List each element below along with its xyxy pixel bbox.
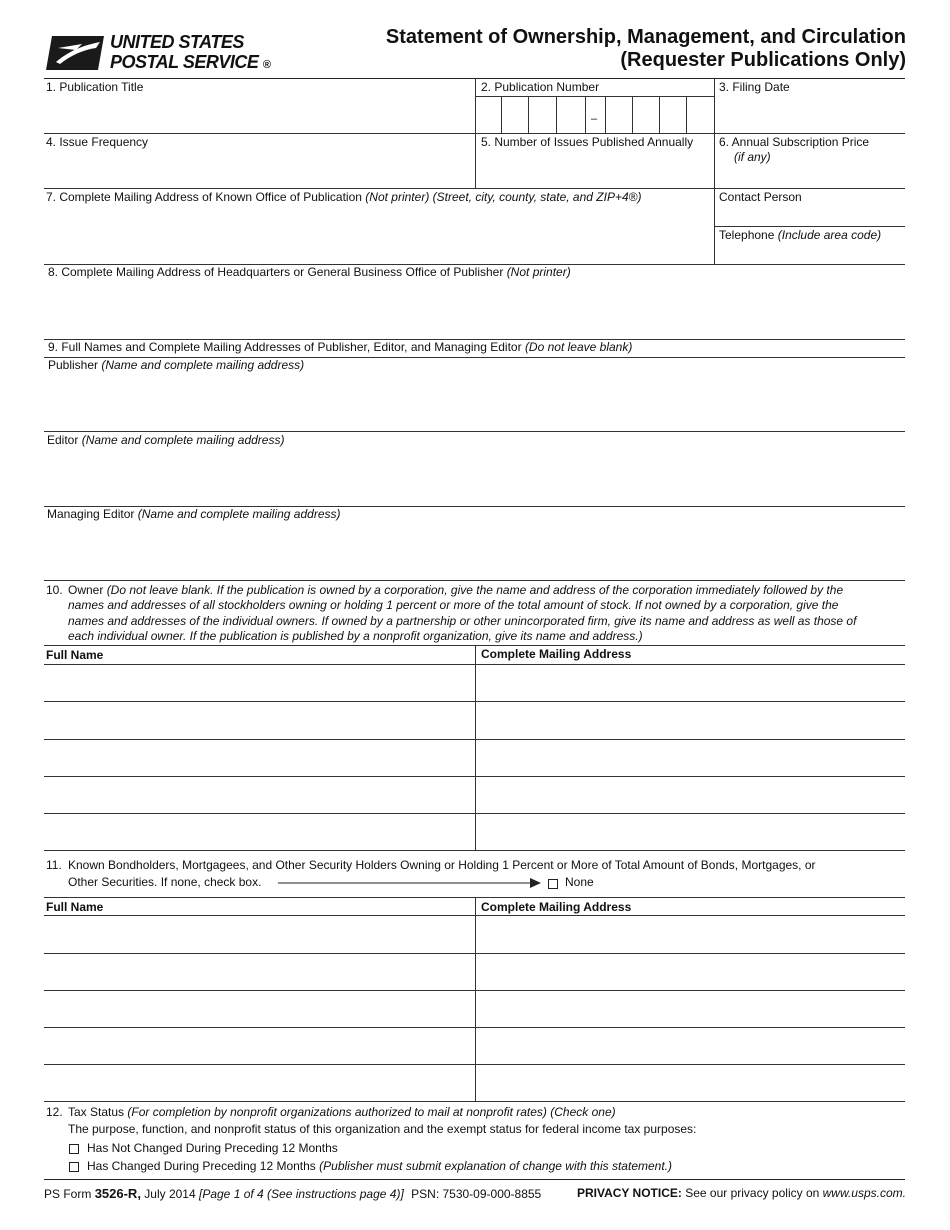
- section-12-number: 12.: [46, 1105, 63, 1119]
- holder-col-name: Full Name: [46, 900, 104, 914]
- usps-eagle-logo-icon: [46, 34, 106, 72]
- divider: [659, 96, 660, 133]
- divider: [528, 96, 529, 133]
- divider: [44, 133, 905, 134]
- divider: [714, 78, 715, 265]
- owner-row-line: [44, 739, 905, 740]
- publisher-label: [48, 358, 304, 373]
- tax-changed-checkbox[interactable]: [69, 1162, 79, 1172]
- telephone-note: (Include area code): [777, 228, 882, 242]
- divider: [475, 96, 714, 97]
- divider: [44, 915, 905, 916]
- owner-row-line: [44, 850, 905, 851]
- field-7-note: (Not printer) (Street, city, county, state, and ZIP+4®): [365, 190, 642, 204]
- none-label: None: [565, 875, 594, 889]
- tax-changed-label: [87, 1159, 672, 1174]
- owner-row-line: [44, 701, 905, 702]
- owner-row-line: [44, 813, 905, 814]
- holder-row-line: [44, 953, 905, 954]
- holder-row-line: [44, 1064, 905, 1065]
- field-3-label: 3. Filing Date: [719, 80, 790, 94]
- section-11-number: 11.: [46, 858, 62, 872]
- tax-not-changed-label: Has Not Changed During Preceding 12 Months: [87, 1141, 338, 1155]
- holder-row-line: [44, 1101, 905, 1102]
- form-number: 3526-R,: [94, 1186, 141, 1201]
- divider: [44, 580, 905, 581]
- field-2-label: 2. Publication Number: [481, 80, 600, 94]
- field-9-text: 9. Full Names and Complete Mailing Addresses of Publisher, Editor, and Managing Editor: [48, 340, 522, 354]
- tax-changed-text: Has Changed During Preceding 12 Months: [87, 1159, 316, 1173]
- divider: [686, 96, 687, 133]
- holder-row-line: [44, 1027, 905, 1028]
- divider: [632, 96, 633, 133]
- arrow-right-icon: [278, 877, 542, 889]
- section-11-line1: Known Bondholders, Mortgagees, and Other Security Holders Owning or Holding 1 Percent or More of Total Amount of Bonds, Mortgages, or: [68, 858, 816, 872]
- field-6-label: 6. Annual Subscription Price: [719, 135, 870, 149]
- registered-mark: ®: [262, 59, 271, 71]
- page-info: [Page 1 of 4 (See instructions page 4)]: [199, 1187, 404, 1201]
- field-8-note: (Not printer): [506, 265, 571, 279]
- editor-label: [47, 433, 284, 448]
- field-8-text: 8. Complete Mailing Address of Headquarters or General Business Office of Publisher: [48, 265, 504, 279]
- contact-person-label: Contact Person: [719, 190, 802, 204]
- form-footer-left: [44, 1186, 541, 1201]
- divider: [44, 431, 905, 432]
- divider: [475, 645, 476, 850]
- psn-number: PSN: 7530-09-000-8855: [411, 1187, 542, 1201]
- divider: [556, 96, 557, 133]
- owner-col-address: Complete Mailing Address: [481, 647, 632, 661]
- telephone-label: [719, 228, 881, 243]
- field-7-label: [46, 190, 641, 205]
- field-7-text: 7. Complete Mailing Address of Known Office of Publication: [46, 190, 362, 204]
- divider: [585, 96, 586, 133]
- divider: [44, 1179, 905, 1180]
- field-9-note: (Do not leave blank): [524, 340, 633, 354]
- field-6-note: (if any): [734, 150, 771, 164]
- tax-not-changed-checkbox[interactable]: [69, 1144, 79, 1154]
- ps-form-label: PS Form: [44, 1187, 92, 1201]
- section-10-number: 10.: [46, 583, 63, 597]
- section-12-line1: [68, 1105, 616, 1120]
- tax-changed-note: (Publisher must submit explanation of change with this statement.): [319, 1159, 672, 1173]
- section-10-note-2: names and addresses of all stockholders owning or holding 1 percent or more of the total amount of stock. If not owned by a corporation, give the: [68, 598, 839, 612]
- holder-row-line: [44, 990, 905, 991]
- org-name-line1: UNITED STATES: [110, 32, 244, 52]
- field-4-label: 4. Issue Frequency: [46, 135, 149, 149]
- managing-editor-text: Managing Editor: [47, 507, 135, 521]
- managing-editor-note: (Name and complete mailing address): [137, 507, 341, 521]
- org-name-line2: [110, 52, 271, 73]
- divider: [44, 664, 905, 665]
- section-10-note-1: (Do not leave blank. If the publication is owned by a corporation, give the name and address of the corporation immediately followed by the: [106, 583, 844, 597]
- field-8-label: [48, 265, 571, 280]
- section-10-label: Owner: [68, 583, 104, 597]
- editor-text: Editor: [47, 433, 79, 447]
- section-12-line2: The purpose, function, and nonprofit status of this organization and the exempt status for federal income tax purposes:: [68, 1122, 697, 1136]
- section-12-note: (For completion by nonprofit organizations authorized to mail at nonprofit rates) (Check one): [127, 1105, 616, 1119]
- telephone-text: Telephone: [719, 228, 775, 242]
- divider: [44, 188, 905, 189]
- owner-row-line: [44, 776, 905, 777]
- form-subtitle: (Requester Publications Only): [620, 49, 906, 71]
- form-title: Statement of Ownership, Management, and Circulation: [385, 26, 906, 48]
- form-date: July 2014: [144, 1187, 196, 1201]
- section-10-note-4: each individual owner. If the publication is published by a nonprofit organization, give its name and address.): [68, 629, 643, 643]
- privacy-url-link[interactable]: www.usps.com.: [822, 1186, 906, 1200]
- privacy-label: PRIVACY NOTICE:: [576, 1186, 682, 1200]
- section-11-line2: Other Securities. If none, check box.: [68, 875, 262, 889]
- privacy-text: See our privacy policy on: [685, 1186, 820, 1200]
- field-9-label: [48, 340, 632, 355]
- privacy-notice: [577, 1186, 906, 1200]
- divider: [714, 226, 905, 227]
- publisher-note: (Name and complete mailing address): [101, 358, 305, 372]
- editor-note: (Name and complete mailing address): [81, 433, 285, 447]
- divider: [605, 96, 606, 133]
- section-10-line1: [68, 583, 843, 598]
- field-5-label: 5. Number of Issues Published Annually: [481, 135, 694, 149]
- org-name-line2-text: POSTAL SERVICE: [110, 52, 259, 72]
- none-checkbox[interactable]: [548, 879, 558, 889]
- holder-col-address: Complete Mailing Address: [481, 900, 632, 914]
- publication-number-dash: –: [591, 113, 598, 125]
- section-12-label: Tax Status: [68, 1105, 125, 1119]
- owner-col-name: Full Name: [46, 648, 104, 662]
- managing-editor-label: [47, 507, 341, 522]
- divider: [475, 897, 476, 1101]
- section-10-note-3: names and addresses of the individual owners. If owned by a partnership or other unincorporated firm, give its name and address as well as those of: [68, 614, 857, 628]
- field-1-label: 1. Publication Title: [46, 80, 144, 94]
- divider: [501, 96, 502, 133]
- publisher-text: Publisher: [48, 358, 99, 372]
